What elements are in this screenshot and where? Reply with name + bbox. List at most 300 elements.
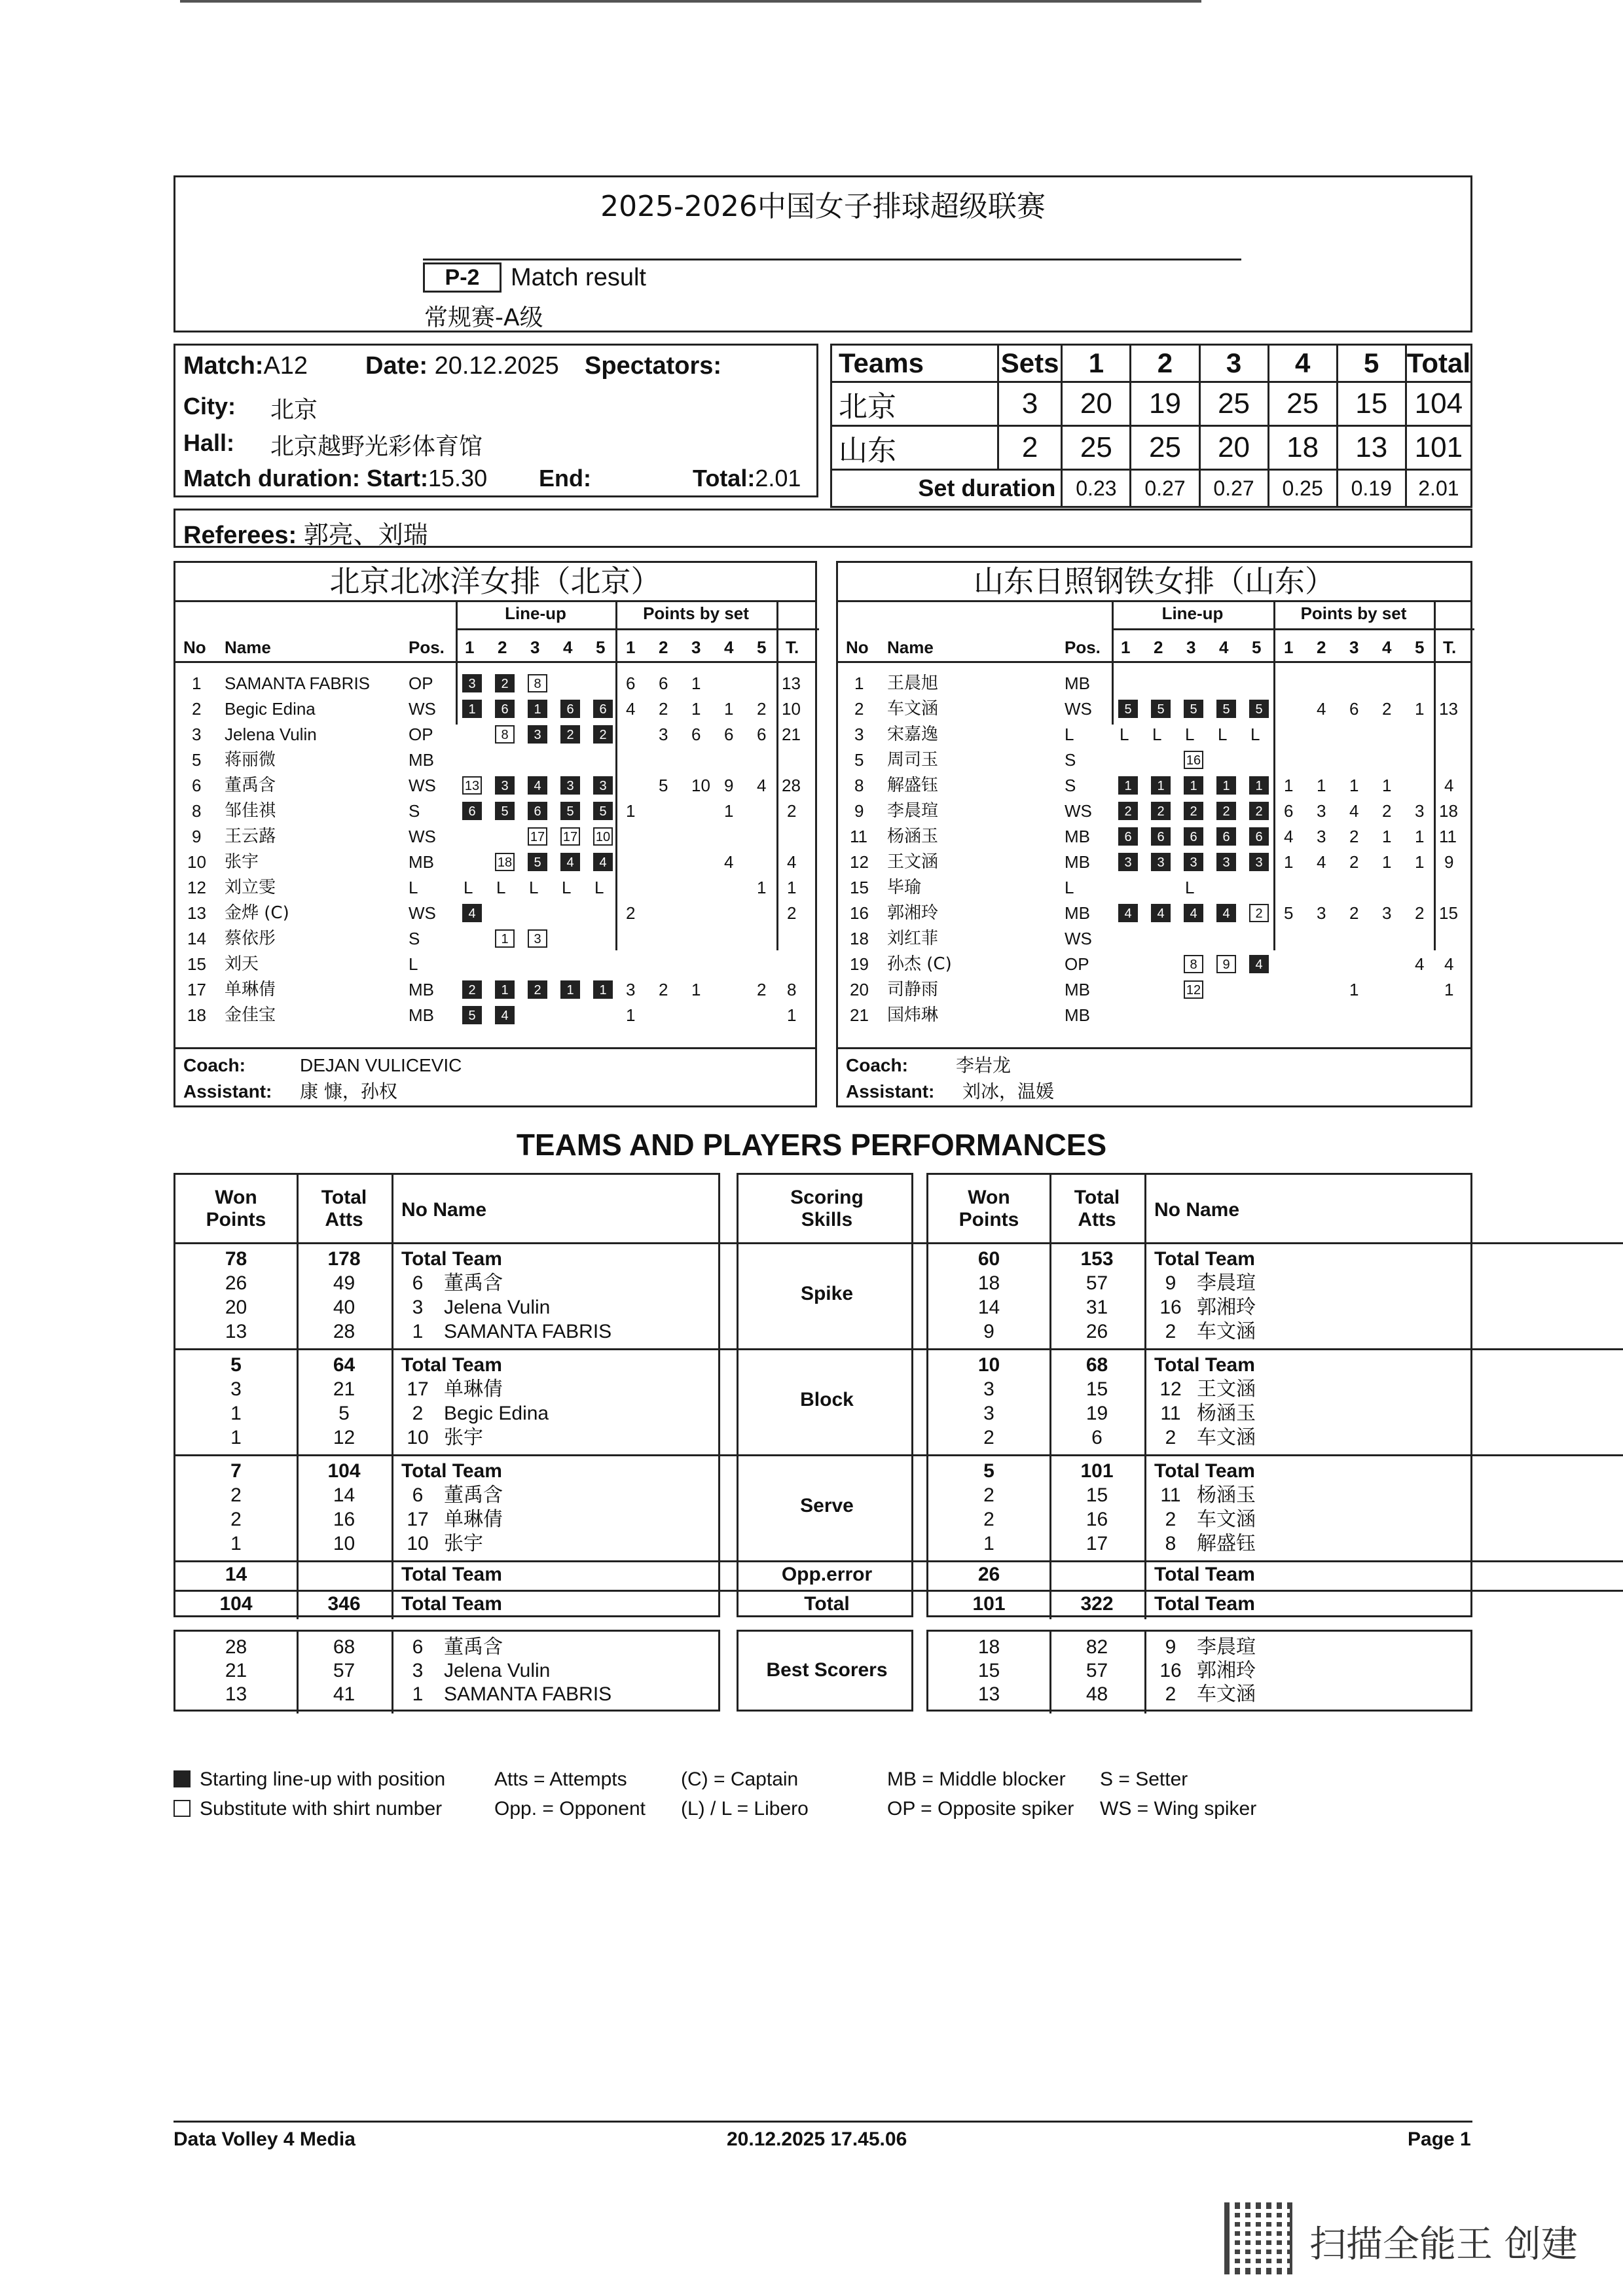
lineup-box: 3	[560, 776, 580, 795]
player-position: MB	[1065, 673, 1090, 693]
lineup-libero: L	[529, 878, 539, 897]
date-line	[365, 352, 559, 380]
team_a-player-row	[175, 926, 815, 952]
team_b-player-row	[838, 977, 1470, 1003]
lineup-box: 1	[462, 700, 482, 718]
won-points: 26	[225, 1272, 247, 1294]
total-points: 104	[219, 1593, 253, 1615]
team-a-short: 北京	[831, 382, 998, 426]
team_a-player-row	[175, 952, 815, 977]
best-player-number: 9	[1165, 1636, 1176, 1658]
team_a-player-row	[175, 747, 815, 773]
total-atts: 101	[1080, 1460, 1114, 1482]
player-position: MB	[1065, 852, 1090, 872]
player-name: 刘红菲	[887, 929, 939, 948]
team-b-set3: 20	[1199, 426, 1268, 470]
lineup-box: 5	[1216, 700, 1236, 718]
lineup-box: 2	[462, 980, 482, 999]
lineup-set4-header: 4	[563, 637, 573, 657]
player-total: 4	[1444, 954, 1454, 974]
player-name: 车文涵	[1197, 1508, 1256, 1531]
player-name: 孙杰 (C)	[887, 954, 952, 974]
player-number: 17	[187, 980, 206, 999]
points-set3: 4	[1349, 801, 1359, 821]
team_a-name: 北京北冰洋女排（北京）	[329, 564, 661, 599]
lineup-box: 17	[528, 827, 547, 846]
player-total: 21	[782, 725, 801, 744]
total-atts: 21	[333, 1378, 356, 1400]
player-total: 18	[1439, 801, 1458, 821]
points-set3: 2	[1349, 827, 1359, 846]
player-number: 11	[1160, 1484, 1181, 1506]
player-name: 张宇	[225, 852, 259, 872]
points-set5: 4	[757, 776, 767, 795]
lineup-libero: L	[1218, 725, 1228, 744]
player-number: 18	[850, 929, 869, 948]
total-atts-header: Total Atts	[1074, 1187, 1120, 1230]
filled-square-icon	[173, 1770, 191, 1787]
points-set3: 1	[691, 673, 701, 693]
points-set5: 1	[1415, 699, 1425, 719]
lineup-box: 5	[1184, 700, 1203, 718]
player-number: 8	[1165, 1533, 1176, 1554]
team-b-best-scorers	[926, 1630, 1472, 1712]
best-won-points: 13	[225, 1683, 247, 1705]
points-set1-header: 1	[626, 637, 636, 657]
team_b-columns-rule	[838, 661, 1470, 663]
lineup-box: 3	[1184, 853, 1203, 871]
skill-label: Spike	[800, 1283, 854, 1304]
total-points: 101	[972, 1593, 1006, 1615]
pos-header: Pos.	[1065, 637, 1101, 657]
set3-header: 3	[1199, 345, 1268, 382]
points-set2: 4	[1317, 852, 1326, 872]
lineup-set3-header: 3	[530, 637, 540, 657]
lineup-libero: L	[496, 878, 506, 897]
points-set5: 2	[757, 699, 767, 719]
team-a-total: 104	[1406, 382, 1471, 426]
team_b-assistant-row	[838, 1079, 1470, 1104]
lineup-box: 5	[1249, 700, 1269, 718]
best-player-number: 6	[412, 1636, 424, 1658]
won-points: 2	[230, 1484, 242, 1506]
points-set1: 1	[1284, 776, 1294, 795]
team_a-lineup-label: Line-up	[505, 603, 566, 623]
lineup-libero: L	[1250, 725, 1260, 744]
player-name: 杨涵玉	[1197, 1484, 1256, 1507]
player-total: 9	[1444, 852, 1454, 872]
lineup-box: 2	[528, 980, 547, 999]
opp-error-points: 14	[225, 1564, 247, 1585]
points-set1: 3	[626, 980, 636, 999]
spectators-label: Spectators:	[585, 352, 722, 380]
team-b-set1: 25	[1062, 426, 1131, 470]
lineup-box: 6	[1249, 827, 1269, 846]
lineup-box: 6	[495, 700, 515, 718]
team_a-assistant-row	[175, 1079, 815, 1104]
player-name: 司静雨	[887, 980, 939, 999]
pos-header: Pos.	[409, 637, 445, 657]
total-atts: 104	[327, 1460, 361, 1482]
points-set2: 2	[659, 980, 668, 999]
won-points: 60	[977, 1248, 1000, 1270]
points-set1: 5	[1284, 903, 1294, 923]
legend-l9: S = Setter	[1100, 1768, 1188, 1790]
player-number: 6	[412, 1484, 424, 1506]
total-attempts: 346	[327, 1593, 361, 1615]
points-set4-header: 4	[1382, 637, 1392, 657]
lineup-set2-header: 2	[498, 637, 507, 657]
player-position: L	[1065, 725, 1074, 744]
player-position: WS	[409, 699, 436, 719]
won-points: 2	[983, 1509, 994, 1530]
player-total: 4	[787, 852, 797, 872]
player-name: 毕瑜	[887, 878, 922, 897]
legend-starting	[173, 1768, 445, 1791]
legend-l1: Starting line-up with position	[200, 1768, 446, 1790]
player-total: 1	[1444, 980, 1454, 999]
points-set5: 2	[757, 980, 767, 999]
end-label: End:	[539, 465, 591, 492]
qr-inner	[1231, 2209, 1290, 2268]
player-number: 3	[192, 725, 202, 744]
best-total-atts: 48	[1085, 1683, 1108, 1705]
points-set4: 1	[1382, 827, 1392, 846]
lineup-box: 4	[1184, 904, 1203, 922]
player-total: 28	[782, 776, 801, 795]
lineup-box: 8	[1184, 955, 1203, 973]
opp-error-label: Opp.error	[781, 1564, 873, 1585]
team_b-coach-row	[838, 1052, 1470, 1078]
player-name: 杨涵玉	[887, 827, 939, 846]
player-name: 张宇	[444, 1426, 483, 1449]
lineup-box: 2	[495, 674, 515, 692]
total-atts: 31	[1085, 1297, 1108, 1318]
player-name: 周司玉	[887, 750, 939, 770]
won-points: 1	[230, 1427, 242, 1448]
best-player-number: 1	[412, 1683, 424, 1705]
set1-duration: 0.23	[1062, 470, 1131, 507]
team-a-set4: 25	[1268, 382, 1337, 426]
points-set1: 4	[626, 699, 636, 719]
opp-error-team: Total Team	[401, 1564, 502, 1585]
team-b-total: 101	[1406, 426, 1471, 470]
team-a-set2: 19	[1131, 382, 1199, 426]
player-position: MB	[1065, 827, 1090, 846]
total-atts: 49	[333, 1272, 356, 1294]
player-position: WS	[1065, 801, 1092, 821]
lineup-box: 5	[1118, 700, 1138, 718]
points-set1-header: 1	[1284, 637, 1294, 657]
player-total: 4	[1444, 776, 1454, 795]
player-total: 13	[782, 673, 801, 693]
best-player-number: 2	[1165, 1683, 1176, 1705]
total-team-label: Total Team	[401, 1354, 502, 1376]
lineup-box: 8	[495, 725, 515, 744]
points-set2: 3	[1317, 903, 1326, 923]
points-set2: 2	[659, 699, 668, 719]
points-set5: 6	[757, 725, 767, 744]
lineup-set1-header: 1	[465, 637, 475, 657]
scoring-skills-column	[737, 1173, 913, 1617]
won-points: 3	[983, 1378, 994, 1400]
lineup-box: 3	[528, 725, 547, 744]
lineup-box: 4	[495, 1006, 515, 1024]
lineup-box: 6	[560, 700, 580, 718]
watermark-text: 扫描全能王 创建	[1309, 2223, 1578, 2266]
lineup-box: 4	[1249, 955, 1269, 973]
total-atts: 15	[1085, 1378, 1108, 1400]
points-set4: 1	[724, 699, 734, 719]
referees-line	[183, 514, 428, 550]
match-number: A12	[263, 352, 308, 380]
assistant-name: 刘冰，温媛	[962, 1081, 1055, 1102]
match-line	[183, 352, 308, 380]
player-position: WS	[409, 827, 436, 846]
player-name: 李晨瑄	[1197, 1272, 1256, 1295]
lineup-set1-header: 1	[1121, 637, 1131, 657]
player-number: 12	[187, 878, 206, 897]
team-a-set3: 25	[1199, 382, 1268, 426]
points-set3-header: 3	[691, 637, 701, 657]
legend-l8: OP = Opposite spiker	[887, 1798, 1074, 1820]
won-points: 5	[983, 1460, 994, 1482]
player-name: 王晨旭	[887, 673, 939, 693]
points-set1: 1	[626, 801, 636, 821]
player-number: 21	[850, 1005, 869, 1025]
team_b-columns-header	[838, 635, 1470, 660]
total-atts: 17	[1085, 1533, 1108, 1554]
player-total: 15	[1439, 903, 1458, 923]
player-total: 13	[1439, 699, 1458, 719]
best-player-name: 车文涵	[1197, 1683, 1256, 1706]
points-set2: 6	[659, 673, 668, 693]
coach-label: Coach:	[183, 1055, 246, 1075]
lineup-box: 6	[1151, 827, 1171, 846]
team_a-player-row	[175, 671, 815, 696]
duration-line	[183, 465, 487, 492]
player-name: 车文涵	[1197, 1426, 1256, 1449]
won-points: 5	[230, 1354, 242, 1376]
won-points: 1	[983, 1533, 994, 1554]
best-total-atts: 41	[333, 1683, 356, 1705]
lineup-libero: L	[464, 878, 473, 897]
total-team-label: Total Team	[1154, 1460, 1255, 1482]
team_b-lineup-label: Line-up	[1161, 603, 1224, 623]
won-points: 7	[230, 1460, 242, 1482]
document-title: Match result	[511, 264, 646, 291]
player-number: 16	[850, 903, 869, 923]
total-atts: 14	[333, 1484, 356, 1506]
lineup-box: 3	[1216, 853, 1236, 871]
total-label: Total	[804, 1593, 850, 1615]
total-atts-header: Total Atts	[321, 1187, 367, 1230]
header-box	[173, 175, 1472, 332]
player-total: 11	[1439, 827, 1457, 846]
team_b-coach-rule	[838, 1047, 1470, 1049]
won-points: 3	[230, 1378, 242, 1400]
team_b-player-row	[838, 671, 1470, 696]
player-position: WS	[409, 903, 436, 923]
results-row-b	[831, 426, 1472, 470]
team_a-points-label: Points by set	[643, 603, 749, 623]
lineup-libero: L	[1120, 725, 1129, 744]
team_a-subheader-rule	[456, 628, 819, 630]
lineup-box: 12	[1184, 980, 1203, 999]
total-atts: 16	[1085, 1509, 1108, 1530]
total-time: 2.01	[755, 465, 801, 492]
lineup-box: 2	[1216, 802, 1236, 820]
player-number: 15	[850, 878, 869, 897]
player-number: 15	[187, 954, 206, 974]
set5-header: 5	[1337, 345, 1406, 382]
total-atts: 12	[333, 1427, 356, 1448]
points-set5-header: 5	[1415, 637, 1425, 657]
best-won-points: 15	[977, 1660, 1000, 1681]
player-number: 2	[1165, 1321, 1176, 1342]
lineup-box: 1	[1216, 776, 1236, 795]
set4-duration: 0.25	[1268, 470, 1337, 507]
team_a-columns-header	[175, 635, 815, 660]
player-position: OP	[409, 725, 433, 744]
player-name: 金烨 (C)	[225, 903, 289, 923]
lineup-box: 8	[528, 674, 547, 692]
lineup-box: 4	[1151, 904, 1171, 922]
player-number: 2	[1165, 1427, 1176, 1448]
player-number: 5	[192, 750, 202, 770]
start-time: 15.30	[428, 465, 488, 492]
points-set5: 3	[1415, 801, 1425, 821]
total-duration: 2.01	[1406, 470, 1471, 507]
no-header: No	[183, 637, 206, 657]
player-name: 王文涵	[1197, 1378, 1256, 1401]
lineup-box: 1	[528, 700, 547, 718]
won-points: 2	[983, 1427, 994, 1448]
set2-header: 2	[1131, 345, 1199, 382]
document-code: P-2	[423, 262, 501, 293]
lineup-box: 2	[1151, 802, 1171, 820]
points-set2: 4	[1317, 699, 1326, 719]
total-team: Total Team	[401, 1593, 502, 1615]
player-number: 5	[854, 750, 864, 770]
player-number: 1	[192, 673, 202, 693]
player-position: MB	[1065, 903, 1090, 923]
points-set2-header: 2	[659, 637, 668, 657]
lineup-box: 17	[560, 827, 580, 846]
lineup-box: 1	[495, 980, 515, 999]
total-label: Total:	[693, 465, 756, 492]
points-set3: 1	[1349, 776, 1359, 795]
player-name: 金佳宝	[225, 1005, 276, 1025]
player-position: L	[409, 954, 418, 974]
lineup-box: 4	[560, 853, 580, 871]
best-player-number: 16	[1159, 1660, 1182, 1681]
opp-error-team: Total Team	[1154, 1564, 1255, 1585]
player-number: 3	[412, 1297, 424, 1318]
team_a-player-row	[175, 1003, 815, 1028]
points-set3: 6	[1349, 699, 1359, 719]
points-set3: 1	[691, 699, 701, 719]
team-b-set4: 18	[1268, 426, 1337, 470]
date-label: Date:	[365, 352, 428, 380]
scoring-skills-header: Scoring Skills	[790, 1187, 864, 1230]
points-set3: 2	[1349, 852, 1359, 872]
lineup-box: 2	[593, 725, 613, 744]
player-name: 王云蕗	[225, 827, 276, 846]
player-total: 10	[782, 699, 801, 719]
points-set2: 1	[1317, 776, 1326, 795]
player-position: MB	[1065, 980, 1090, 999]
total-header: Total	[1406, 345, 1471, 382]
lineup-box: 5	[593, 802, 613, 820]
team_a-player-row	[175, 696, 815, 722]
total-atts: 57	[1085, 1272, 1108, 1294]
team-a-best-scorers	[173, 1630, 720, 1712]
lineup-box: 4	[462, 904, 482, 922]
team_a-player-row	[175, 722, 815, 747]
lineup-box: 13	[462, 776, 482, 795]
team_b-player-row	[838, 901, 1470, 926]
points-set4: 1	[1382, 776, 1392, 795]
coach-label: Coach:	[846, 1055, 908, 1075]
best-won-points: 28	[225, 1636, 247, 1658]
points-set4: 3	[1382, 903, 1392, 923]
lineup-set3-header: 3	[1186, 637, 1196, 657]
points-set3: 1	[1349, 980, 1359, 999]
won-points-header: Won Points	[958, 1187, 1019, 1230]
perf-row-divider	[928, 1348, 1623, 1350]
team-b-short: 山东	[831, 426, 998, 470]
player-name: 董禹含	[444, 1484, 503, 1507]
total-team: Total Team	[1154, 1593, 1255, 1615]
lineup-box: 2	[1184, 802, 1203, 820]
lineup-box: 3	[462, 674, 482, 692]
legend-l6: (L) / L = Libero	[681, 1798, 809, 1820]
points-set5-header: 5	[757, 637, 767, 657]
player-number: 11	[850, 827, 867, 846]
player-position: WS	[1065, 929, 1092, 948]
total-team-label: Total Team	[1154, 1354, 1255, 1376]
lineup-set2-header: 2	[1154, 637, 1163, 657]
player-name: 蔡依彤	[225, 929, 276, 948]
footer-rule	[173, 2121, 1472, 2123]
footer-center: 20.12.2025 17.45.06	[727, 2128, 907, 2150]
best-player-number: 3	[412, 1660, 424, 1681]
player-number: 3	[854, 725, 864, 744]
points-set3: 1	[691, 980, 701, 999]
won-points: 9	[983, 1321, 994, 1342]
player-number: 12	[1159, 1378, 1182, 1400]
skill-label: Serve	[800, 1495, 854, 1516]
footer-right: Page 1	[1408, 2128, 1471, 2150]
hall-label: Hall:	[183, 429, 235, 456]
total-header: T.	[786, 637, 799, 657]
player-name: Jelena Vulin	[444, 1297, 551, 1318]
name-header: Name	[225, 637, 271, 657]
player-position: OP	[409, 673, 433, 693]
lineup-box: 3	[1118, 853, 1138, 871]
player-position: L	[1065, 878, 1074, 897]
team_b-player-row	[838, 722, 1470, 747]
team-a-sets: 3	[998, 382, 1062, 426]
player-number: 10	[407, 1533, 429, 1554]
player-number: 14	[187, 929, 206, 948]
team_a-player-row	[175, 901, 815, 926]
team_b-player-row	[838, 747, 1470, 773]
best-total-atts: 68	[333, 1636, 356, 1658]
player-name: SAMANTA FABRIS	[225, 673, 371, 693]
lineup-libero: L	[1152, 725, 1162, 744]
